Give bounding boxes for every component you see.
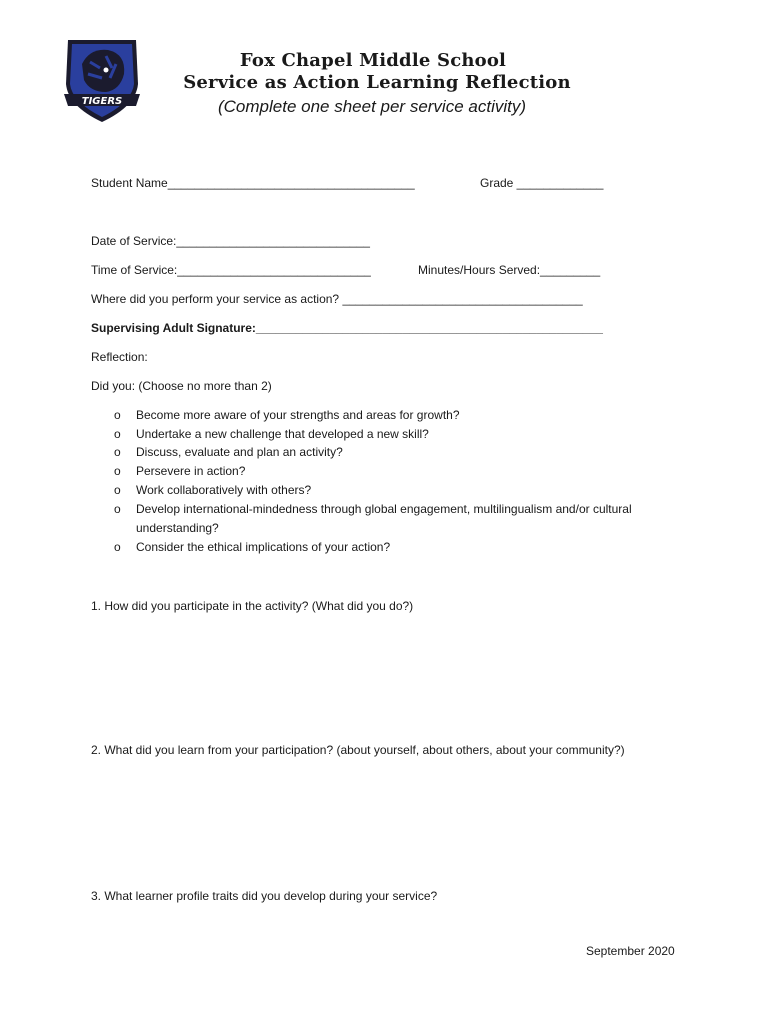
reflection-label: Reflection: <box>91 350 148 364</box>
school-name: Fox Chapel Middle School <box>239 50 507 71</box>
checkbox-option-3[interactable]: o <box>114 445 121 459</box>
option-label-2: Undertake a new challenge that developed a new skill? <box>136 427 429 441</box>
option-label-1: Become more aware of your strengths and areas for growth? <box>136 408 460 422</box>
minutes-hours-field[interactable]: Minutes/Hours Served:_________ <box>418 263 601 277</box>
checkbox-option-2[interactable]: o <box>114 427 121 441</box>
option-label-4: Persevere in action? <box>136 464 246 478</box>
supervisor-signature-field[interactable]: Supervising Adult Signature:____________________________________________________ <box>91 321 603 335</box>
service-location-field[interactable]: Where did you perform your service as action? ____________________________________ <box>91 292 583 306</box>
option-label-7: Consider the ethical implications of your action? <box>136 540 391 554</box>
checkbox-option-6[interactable]: o <box>114 502 121 516</box>
option-label-3: Discuss, evaluate and plan an activity? <box>136 445 343 459</box>
date-of-service-field[interactable]: Date of Service:_____________________________ <box>91 234 370 248</box>
revision-date: September 2020 <box>586 944 675 958</box>
option-label-6-continued: understanding? <box>136 521 219 535</box>
form-subtitle: (Complete one sheet per service activity) <box>217 97 527 116</box>
checkbox-option-5[interactable]: o <box>114 483 121 497</box>
form-title: Service as Action Learning Reflection <box>183 72 571 93</box>
question-2: 2. What did you learn from your participation? (about yourself, about others, about your community?) <box>91 743 625 757</box>
checkbox-option-7[interactable]: o <box>114 540 121 554</box>
logo-text: TIGERS <box>81 96 123 107</box>
question-1: 1. How did you participate in the activity? (What did you do?) <box>91 599 414 613</box>
time-of-service-field[interactable]: Time of Service:_____________________________ <box>91 263 371 277</box>
student-name-field[interactable]: Student Name_____________________________________ <box>91 176 415 190</box>
reflection-prompt: Did you: (Choose no more than 2) <box>91 379 272 393</box>
option-label-6: Develop international-mindedness through global engagement, multilingualism and/or cultural <box>136 502 632 516</box>
option-label-5: Work collaboratively with others? <box>136 483 312 497</box>
checkbox-option-4[interactable]: o <box>114 464 121 478</box>
grade-field[interactable]: Grade _____________ <box>480 176 604 190</box>
question-3: 3. What learner profile traits did you develop during your service? <box>91 889 438 903</box>
checkbox-option-1[interactable]: o <box>114 408 121 422</box>
